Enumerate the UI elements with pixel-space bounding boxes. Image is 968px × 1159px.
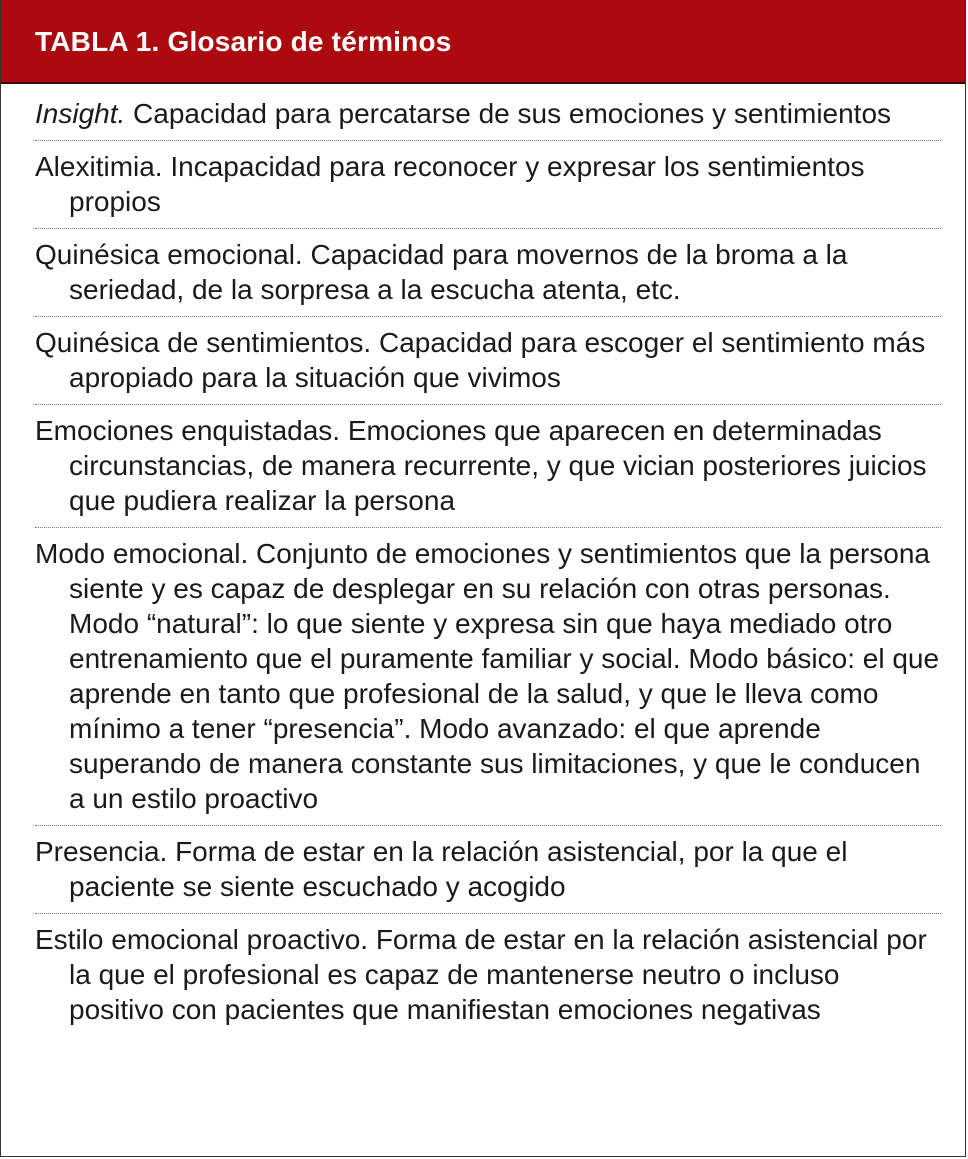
definition-estilo-proactivo: Forma de estar en la relación asistencial por la que el profesional es capaz de mantenerse neutro o incluso positivo con pacientes que manifiestan emociones negativas (69, 924, 927, 1025)
definition-alexitimia: Incapacidad para reconocer y expresar los sentimientos propios (69, 151, 865, 217)
term-presencia: Presencia. (35, 836, 168, 867)
definition-insight: Capacidad para percatarse de sus emociones y sentimientos (125, 98, 892, 129)
glossary-entry-emociones-enquistadas (35, 405, 941, 528)
glossary-entry-insight (35, 96, 941, 141)
glossary-entry-alexitimia (35, 141, 941, 229)
definition-quinesica-sentimientos: Capacidad para escoger el sentimiento más apropiado para la situación que vivimos (69, 327, 926, 393)
term-insight: Insight. (35, 98, 126, 129)
definition-emociones-enquistadas: Emociones que aparecen en determinadas circunstancias, de manera recurrente, y que vician posteriores juicios que pudiera realizar la persona (69, 415, 927, 516)
term-quinesica-emocional: Quinésica emocional. (35, 239, 303, 270)
term-alexitimia: Alexitimia. (35, 151, 163, 182)
term-estilo-proactivo: Estilo emocional proactivo. (35, 924, 369, 955)
glossary-entry-quinesica-sentimientos (35, 317, 941, 405)
glossary-entry-estilo-proactivo (35, 914, 941, 1036)
term-emociones-enquistadas: Emociones enquistadas. (35, 415, 341, 446)
glossary-entry-quinesica-emocional (35, 229, 941, 317)
term-modo-emocional: Modo emocional. (35, 538, 249, 569)
glossary-entry-presencia (35, 826, 941, 914)
definition-modo-emocional: Conjunto de emociones y sentimientos que la persona siente y es capaz de desplegar en su relación con otras personas. Modo “natural”: lo que siente y expresa sin que haya mediado otro entrenamiento que el puramente familiar y social. Modo básico: el que aprende en tanto que profesional de la salud, y que le lleva como mínimo a tener “presencia”. Modo avanzado: el que aprende superando de manera constante sus limitaciones, y que le conducen a un estilo proactivo (69, 538, 940, 814)
definition-quinesica-emocional: Capacidad para movernos de la broma a la seriedad, de la sorpresa a la escucha atenta, etc. (69, 239, 848, 305)
definition-presencia: Forma de estar en la relación asistencial, por la que el paciente se siente escuchado y acogido (69, 836, 848, 902)
term-quinesica-sentimientos: Quinésica de sentimientos. (35, 327, 372, 358)
glossary-entry-modo-emocional (35, 528, 941, 826)
table-title: TABLA 1. Glosario de términos (35, 26, 452, 57)
glossary-entries (1, 84, 965, 1036)
table-header (1, 0, 965, 84)
